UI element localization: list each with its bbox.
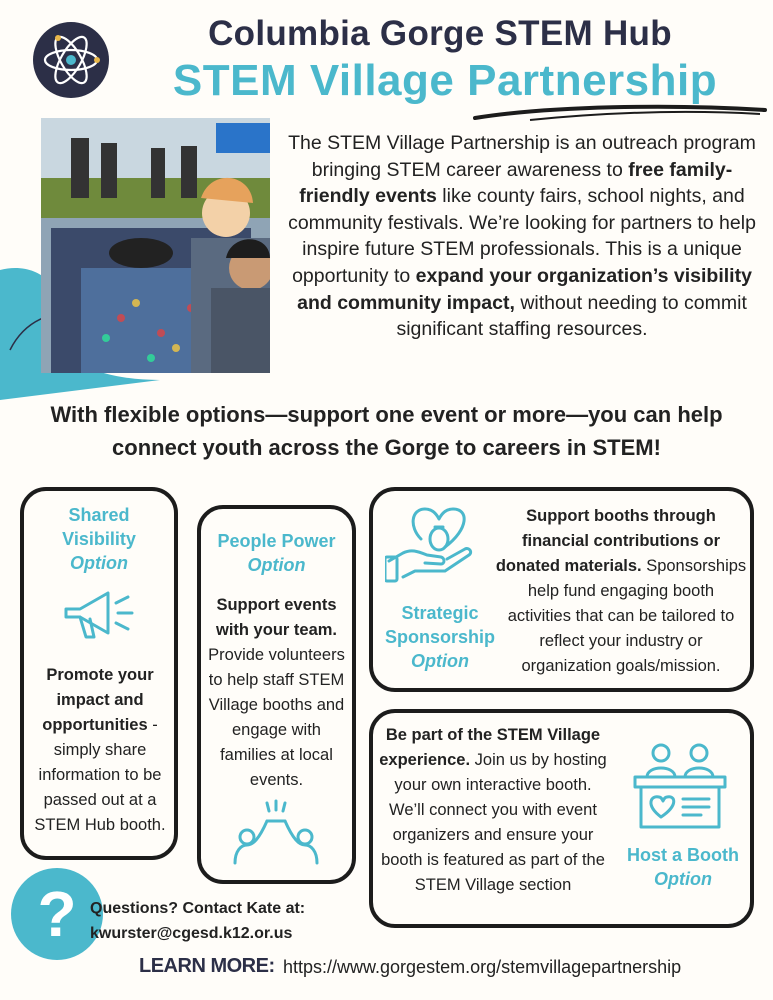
page-title: Columbia Gorge STEM Hub xyxy=(208,14,672,53)
intro-bold-1: free family-friendly events xyxy=(299,158,733,208)
page-subtitle: STEM Village Partnership xyxy=(172,56,718,105)
strategic-sponsorship-bold: Support booths through financial contributions or donated materials. xyxy=(495,507,720,575)
host-booth-title: Host a Booth xyxy=(627,845,739,865)
intro-text-1: The STEM Village Partnership is an outreach program bringing STEM career awareness to xyxy=(288,132,756,181)
people-power-bold: Support events with your team. xyxy=(215,596,338,639)
atom-icon xyxy=(33,22,109,98)
booth-icon xyxy=(631,739,729,829)
event-photo xyxy=(41,118,270,373)
people-power-title: People Power xyxy=(217,531,336,551)
tagline: With flexible options—support one event or more—you can help connect youth across the Gorge to careers in STEM! xyxy=(50,402,723,460)
brush-underline xyxy=(470,100,770,124)
contact-line: Questions? Contact Kate at: xyxy=(90,900,306,917)
strategic-sponsorship-text: Sponsorships help fund engaging booth activities that can be tailored to reflect your industry or organization goals/mission. xyxy=(507,557,747,675)
svg-text:?: ? xyxy=(37,878,77,950)
intro-paragraph xyxy=(282,130,762,343)
host-booth-bold: Be part of the STEM Village experience. xyxy=(379,726,601,769)
host-booth-text: Join us by hosting your own interactive booth. We’ll connect you with event organizers and ensure your booth is featured as part of the STEM Village section xyxy=(381,751,607,894)
high-five-icon xyxy=(231,799,321,865)
shared-visibility-card xyxy=(20,487,178,860)
strategic-sponsorship-title: Strategic Sponsorship xyxy=(384,603,495,647)
megaphone-icon xyxy=(60,587,140,643)
intro-text-3: without needing to commit significant staffing resources. xyxy=(396,291,747,341)
learn-more-link[interactable]: https://www.gorgestem.org/stemvillagepartnership xyxy=(283,957,682,977)
learn-more-label: LEARN MORE: xyxy=(139,955,275,977)
people-power-option: Option xyxy=(247,555,306,575)
shared-visibility-title: Shared Visibility xyxy=(62,505,136,549)
strategic-sponsorship-card xyxy=(369,487,754,692)
strategic-sponsorship-option: Option xyxy=(411,651,469,671)
people-power-card xyxy=(197,505,356,884)
host-a-booth-card xyxy=(369,709,754,928)
contact-email[interactable]: kwurster@cgesd.k12.or.us xyxy=(90,925,293,942)
people-power-text: Provide volunteers to help staff STEM Village booths and engage with families at local events. xyxy=(208,646,345,789)
intro-text-2: like county fairs, school nights, and community festivals. We’re looking for partners to help inspire future STEM professionals. This is a unique opportunity to xyxy=(288,185,756,287)
shared-visibility-bold: Promote your impact and opportunities xyxy=(42,666,154,734)
donation-hand-icon xyxy=(385,503,475,583)
shared-visibility-text: - simply share information to be passed out at a STEM Hub booth. xyxy=(34,716,166,834)
contact-block xyxy=(90,896,305,946)
intro-bold-2: expand your organization’s visibility and community impact, xyxy=(297,264,752,314)
shared-visibility-option: Option xyxy=(70,553,128,573)
host-booth-option: Option xyxy=(654,869,712,889)
